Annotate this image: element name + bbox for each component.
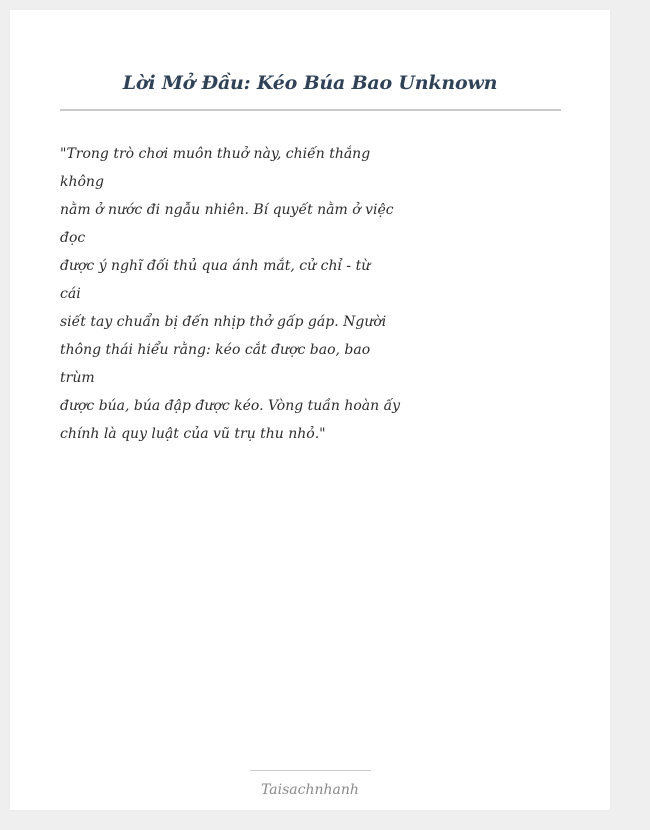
body-line: được búa, búa đập được kéo. Vòng tuần hoàn ấy [60, 398, 401, 414]
body-line: được ý nghĩ đối thủ qua ánh mắt, cử chỉ - từ [60, 258, 371, 274]
body-line: thông thái hiểu rằng: kéo cắt được bao, bao [60, 342, 371, 358]
body-line: siết tay chuẩn bị đến nhịp thở gấp gáp. Người [60, 314, 387, 330]
body-line: cái [60, 286, 81, 302]
body-line: chính là quy luật của vũ trụ thu nhỏ." [60, 426, 326, 442]
title-divider [60, 109, 561, 111]
body-line: đọc [60, 230, 86, 246]
page-title: Lời Mở Đầu: Kéo Búa Bao Unknown [122, 72, 498, 94]
body-line: "Trong trò chơi muôn thuở này, chiến thắng [60, 146, 371, 162]
footer-divider [250, 770, 371, 771]
body-line: không [60, 174, 104, 190]
body-line: trùm [60, 370, 95, 386]
footer-source: Taisachnhanh [261, 782, 359, 798]
body-line: nằm ở nước đi ngẫu nhiên. Bí quyết nằm ở việc [60, 202, 394, 218]
body-paragraph [60, 140, 401, 448]
document-page [10, 10, 610, 810]
